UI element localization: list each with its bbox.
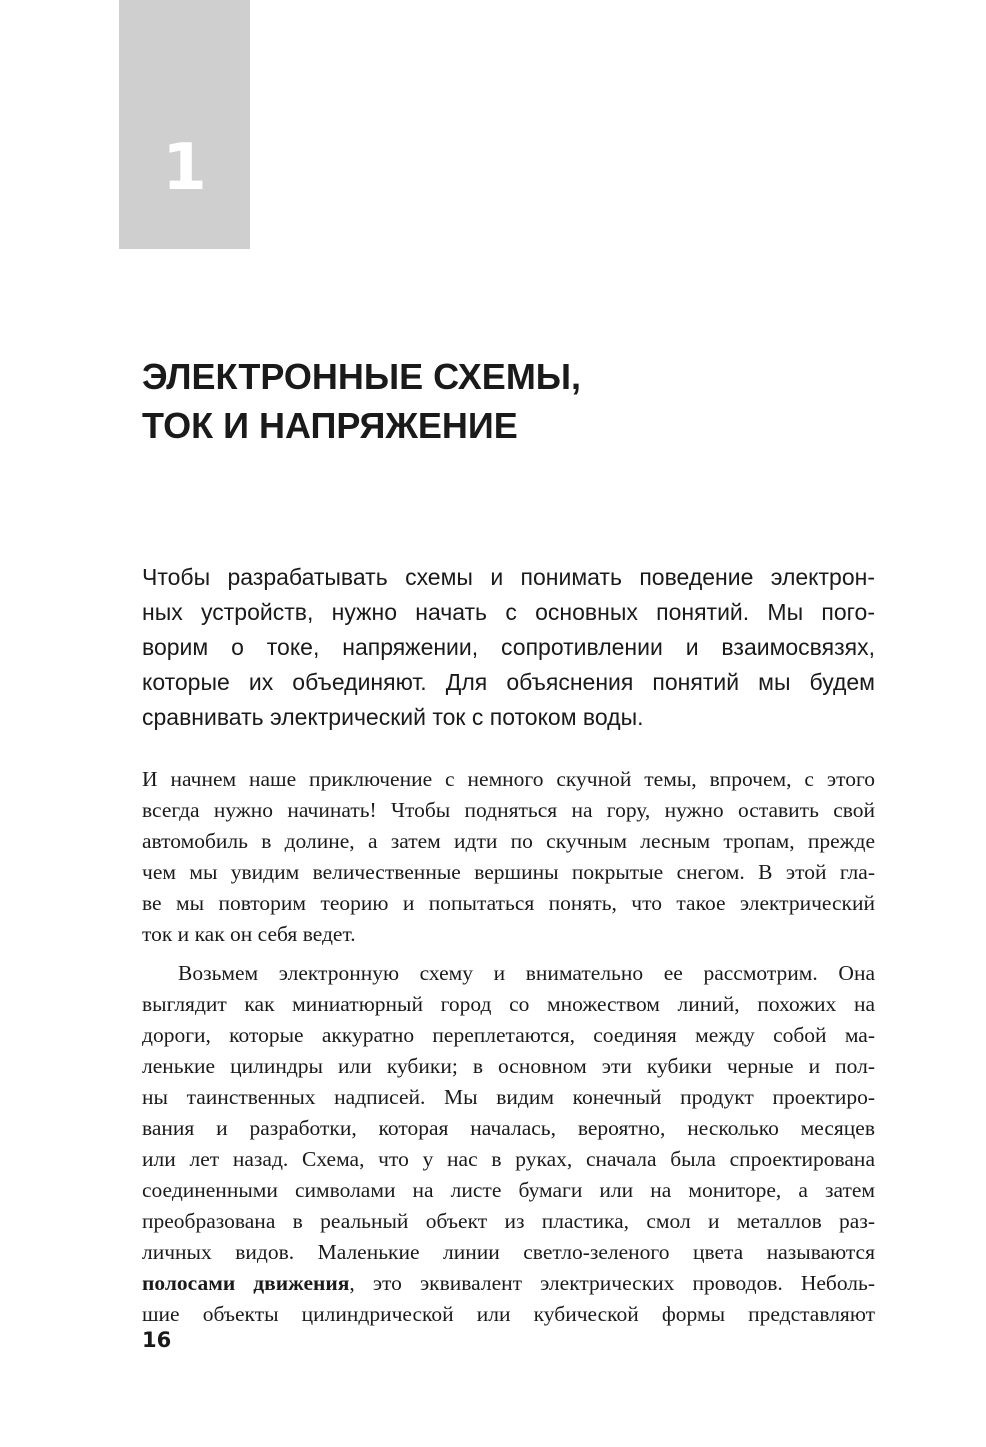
paragraph-gap — [142, 950, 875, 958]
body-line: ленькие цилиндры или кубики; в основном эти кубики черные и пол- — [142, 1054, 875, 1078]
lead-line: ворим о токе, напряжении, сопротивлении и взаимосвязях, — [142, 634, 875, 660]
body-line: чем мы увидим величественные вершины покрытые снегом. В этой гла- — [142, 860, 875, 884]
chapter-number: 1 — [162, 131, 207, 205]
lead-line: сравнивать электрический ток с потоком воды. — [142, 704, 644, 730]
lead-line: которые их объединяют. Для объяснения понятий мы будем — [142, 669, 875, 695]
body-line: преобразована в реальный объект из пластика, смол и металлов раз- — [142, 1209, 875, 1233]
body-text — [142, 764, 875, 1330]
body-line: шие объекты цилиндрической или кубической формы представляют — [142, 1302, 875, 1326]
body-line: И начнем наше приключение с немного скучной темы, впрочем, с этого — [142, 767, 875, 791]
lead-line: Чтобы разрабатывать схемы и понимать поведение электрон- — [142, 564, 875, 590]
body-line: ток и как он себя ведет. — [142, 922, 356, 946]
body-line: соединенными символами на листе бумаги или на мониторе, а затем — [142, 1178, 875, 1202]
paragraph-1 — [142, 764, 875, 950]
chapter-tab — [119, 0, 250, 249]
chapter-title-line: ТОК И НАПРЯЖЕНИЕ — [142, 405, 518, 446]
page-number: 16 — [142, 1328, 172, 1352]
lead-line: ных устройств, нужно начать с основных понятий. Мы пого- — [142, 599, 875, 625]
body-line: личных видов. Маленькие линии светло-зеленого цвета называются — [142, 1240, 875, 1264]
body-line — [142, 1268, 875, 1299]
body-line: вания и разработки, которая началась, вероятно, несколько месяцев — [142, 1116, 875, 1140]
body-line: дороги, которые аккуратно переплетаются, соединяя между собой ма- — [142, 1023, 875, 1047]
chapter-title — [142, 352, 902, 450]
bold-term: полосами движения — [142, 1271, 350, 1295]
body-line: или лет назад. Схема, что у нас в руках, сначала была спроектирована — [142, 1147, 875, 1171]
body-line-continuation: , это эквивалент электрических проводов. Неболь- — [349, 1271, 875, 1295]
chapter-lead — [142, 560, 875, 735]
body-line: ны таинственных надписей. Мы видим конечный продукт проектиро- — [142, 1085, 875, 1109]
paragraph-2 — [142, 958, 875, 1330]
chapter-title-line: ЭЛЕКТРОННЫЕ СХЕМЫ, — [142, 356, 582, 397]
body-line: ве мы повторим теорию и попытаться понять, что такое электрический — [142, 891, 875, 915]
body-line: всегда нужно начинать! Чтобы подняться на гору, нужно оставить свой — [142, 798, 875, 822]
body-line: выглядит как миниатюрный город со множеством линий, похожих на — [142, 992, 875, 1016]
body-line: Возьмем электронную схему и внимательно ее рассмотрим. Она — [178, 961, 875, 985]
body-line: автомобиль в долине, а затем идти по скучным лесным тропам, прежде — [142, 829, 875, 853]
